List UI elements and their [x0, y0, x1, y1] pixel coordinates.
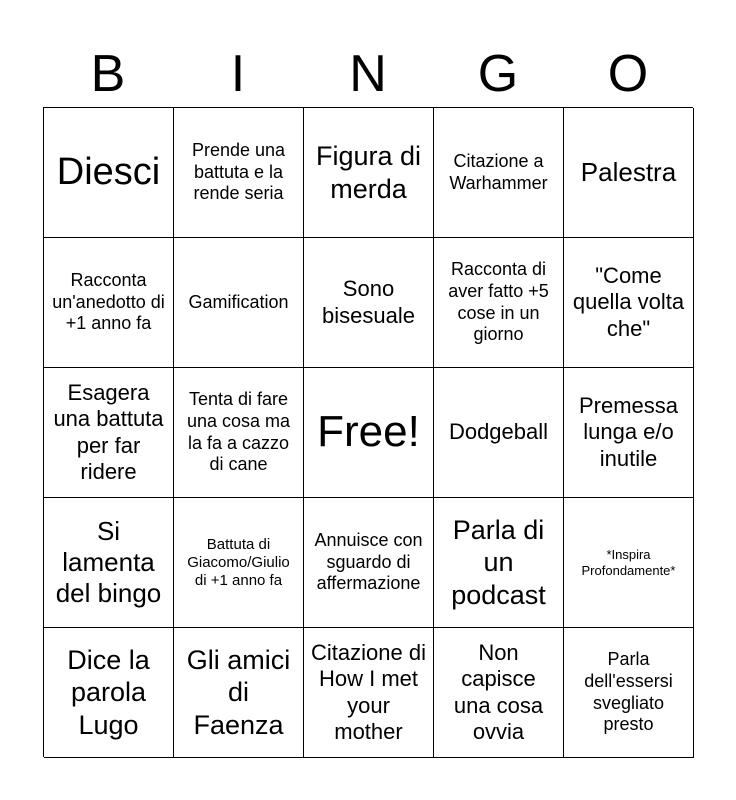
bingo-cell-dodgeball[interactable]: Dodgeball	[434, 368, 564, 498]
bingo-cell-lugo[interactable]: Dice la parola Lugo	[44, 628, 174, 758]
bingo-cell-cazzo-di-cane[interactable]: Tenta di fare una cosa ma la fa a cazzo di cane	[174, 368, 304, 498]
bingo-cell-bisessuale[interactable]: Sono bisesuale	[304, 238, 434, 368]
bingo-cell-esagera-battuta[interactable]: Esagera una battuta per far ridere	[44, 368, 174, 498]
bingo-cell-free[interactable]: Free!	[304, 368, 434, 498]
bingo-cell-diesci[interactable]: Diesci	[44, 108, 174, 238]
header-letter-n: N	[349, 45, 387, 103]
bingo-cell-himym[interactable]: Citazione di How I met your mother	[304, 628, 434, 758]
bingo-cell-battuta-giacomo[interactable]: Battuta di Giacomo/Giulio di +1 anno fa	[174, 498, 304, 628]
header-letter-i: I	[230, 45, 246, 103]
bingo-cell-annuisce[interactable]: Annuisce con sguardo di affermazione	[304, 498, 434, 628]
bingo-cell-faenza[interactable]: Gli amici di Faenza	[174, 628, 304, 758]
bingo-cell-figura-di-merda[interactable]: Figura di merda	[304, 108, 434, 238]
bingo-grid	[43, 107, 693, 757]
bingo-cell-come-quella-volta[interactable]: "Come quella volta che"	[564, 238, 694, 368]
header-letter-b: B	[90, 45, 126, 103]
header-letter-g: G	[477, 45, 519, 103]
bingo-cell-inspira[interactable]: *Inspira Profondamente*	[564, 498, 694, 628]
bingo-cell-lamenta-bingo[interactable]: Si lamenta del bingo	[44, 498, 174, 628]
bingo-cell-svegliato-presto[interactable]: Parla dell'essersi svegliato presto	[564, 628, 694, 758]
bingo-cell-cinque-cose[interactable]: Racconta di aver fatto +5 cose in un giorno	[434, 238, 564, 368]
bingo-cell-cosa-ovvia[interactable]: Non capisce una cosa ovvia	[434, 628, 564, 758]
bingo-cell-warhammer[interactable]: Citazione a Warhammer	[434, 108, 564, 238]
bingo-cell-aneddoto[interactable]: Racconta un'anedotto di +1 anno fa	[44, 238, 174, 368]
bingo-cell-gamification[interactable]: Gamification	[174, 238, 304, 368]
header-letter-o: O	[607, 45, 649, 103]
bingo-cell-battuta-seria[interactable]: Prende una battuta e la rende seria	[174, 108, 304, 238]
bingo-cell-podcast[interactable]: Parla di un podcast	[434, 498, 564, 628]
bingo-cell-palestra[interactable]: Palestra	[564, 108, 694, 238]
bingo-cell-premessa[interactable]: Premessa lunga e/o inutile	[564, 368, 694, 498]
bingo-header	[43, 40, 693, 108]
